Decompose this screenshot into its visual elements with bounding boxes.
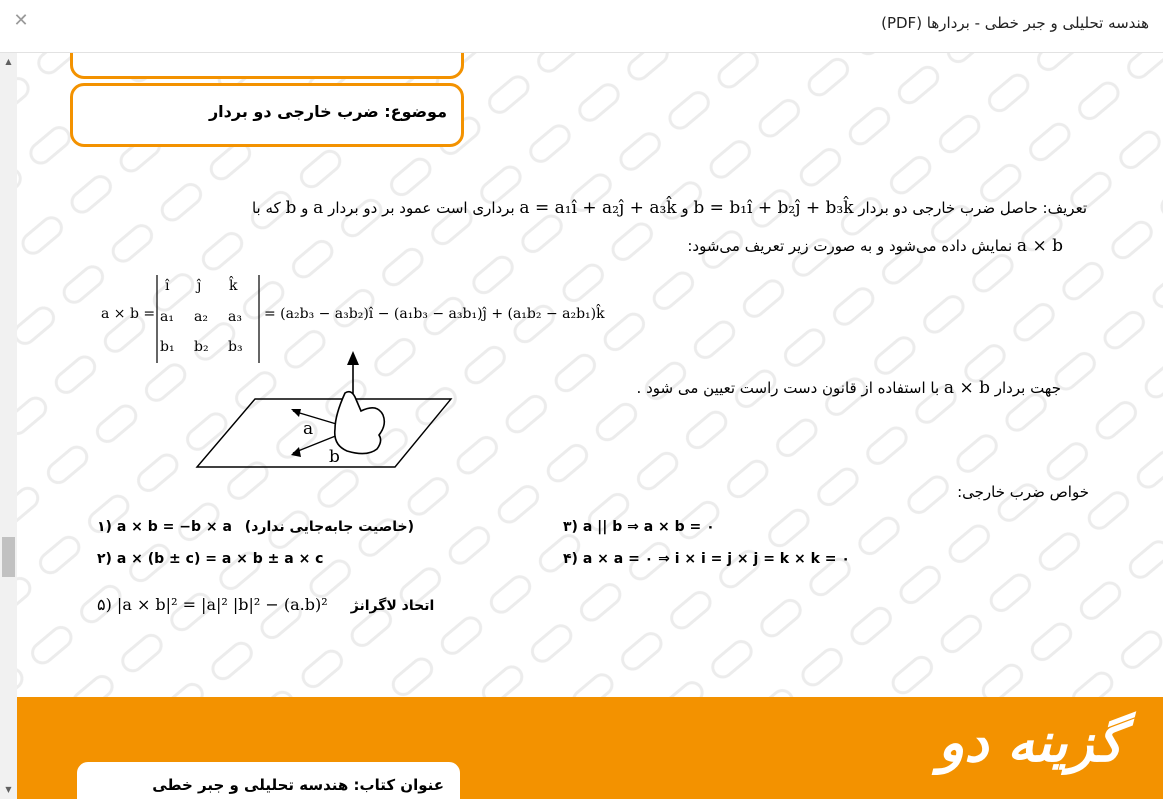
- scroll-down-icon[interactable]: ▼: [5, 785, 12, 794]
- definition-line-1: [252, 198, 1087, 218]
- pdf-page: [17, 53, 1163, 799]
- definition-text-mid: برداری است عمود بر دو بردار: [328, 199, 515, 217]
- det-cell: b₁: [160, 339, 175, 355]
- definition-and: و: [681, 199, 689, 217]
- property-2: ۲) a × (b ± c) = a × b ± a × c: [97, 551, 324, 567]
- watermark-pattern: [17, 53, 1163, 799]
- previous-section-box: [70, 53, 464, 79]
- determinant-row-1: [165, 278, 259, 294]
- det-cell: k̂: [229, 278, 238, 294]
- direction-prefix: جهت بردار: [994, 379, 1061, 397]
- topic-title: موضوع: ضرب خارجی دو بردار: [208, 102, 447, 121]
- det-cell: î: [165, 278, 170, 294]
- property-5: [97, 595, 434, 614]
- topic-box: [70, 83, 464, 147]
- det-cell: b₂: [194, 339, 209, 355]
- vector-a-symbol: a: [313, 198, 324, 218]
- scroll-thumb[interactable]: [2, 537, 15, 577]
- property-5-math: ۵) |a × b|² = |a|² |b|² − (a.b)²: [97, 595, 328, 614]
- property-5-note: اتحاد لاگرانژ: [350, 598, 435, 614]
- window-title: هندسه تحلیلی و جبر خطی - بردارها (PDF): [881, 14, 1149, 32]
- property-1-math: ۱) a × b = −b × a: [97, 519, 232, 535]
- book-title: عنوان کتاب: هندسه تحلیلی و جبر خطی: [152, 776, 444, 794]
- figure-label-b: b: [329, 447, 340, 467]
- publisher-logo: گزینه دو: [938, 711, 1123, 774]
- det-cell: b₃: [228, 339, 243, 355]
- definition-line-2: [687, 236, 1063, 256]
- cross-product-symbol: a × b: [1016, 236, 1063, 256]
- close-icon[interactable]: ✕: [13, 10, 29, 31]
- property-1: [97, 519, 414, 535]
- title-bar: [0, 0, 1163, 53]
- direction-sentence: [637, 378, 1061, 398]
- definition-text-line2: نمایش داده می‌شود و به صورت زیر تعریف می‌شود:: [687, 237, 1013, 255]
- vector-a-expression: a = a₁î + a₂ĵ + a₃k̂: [519, 198, 677, 218]
- cross-product-symbol-2: a × b: [943, 378, 990, 398]
- figure-label-a: a: [303, 419, 314, 439]
- definition-and-2: و: [301, 199, 309, 217]
- det-cell: a₁: [160, 309, 174, 325]
- book-title-box: [74, 759, 463, 799]
- definition-text-end: که با: [251, 199, 281, 217]
- property-1-note: (خاصیت جابه‌جایی ندارد): [244, 519, 415, 535]
- determinant-row-2: [160, 309, 260, 325]
- property-3: ۳) a || b ⇒ a × b = ۰: [563, 519, 715, 535]
- footer-banner: [17, 697, 1163, 799]
- det-cell: a₃: [228, 309, 242, 325]
- determinant-lhs: a × b =: [101, 306, 156, 322]
- determinant-rhs: = (a₂b₃ − a₃b₂)î − (a₁b₃ − a₃b₁)ĵ + (a₁b₂ − a₂b₁)k̂: [264, 306, 605, 322]
- properties-title: خواص ضرب خارجی:: [957, 483, 1089, 501]
- property-4: ۴) a × a = ۰ ⇒ i × i = j × j = k × k = ۰: [563, 551, 850, 567]
- det-cell: a₂: [194, 309, 208, 325]
- direction-suffix: با استفاده از قانون دست راست تعیین می شود .: [636, 379, 940, 397]
- vector-b-symbol: b: [285, 198, 297, 218]
- vertical-scrollbar[interactable]: [0, 53, 17, 799]
- scroll-up-icon[interactable]: ▲: [5, 57, 12, 66]
- right-hand-rule-figure: [195, 349, 455, 473]
- vector-b-expression: b = b₁î + b₂ĵ + b₃k̂: [693, 198, 854, 218]
- det-cell: ĵ: [197, 278, 202, 294]
- definition-text-start: تعریف: حاصل ضرب خارجی دو بردار: [858, 199, 1087, 217]
